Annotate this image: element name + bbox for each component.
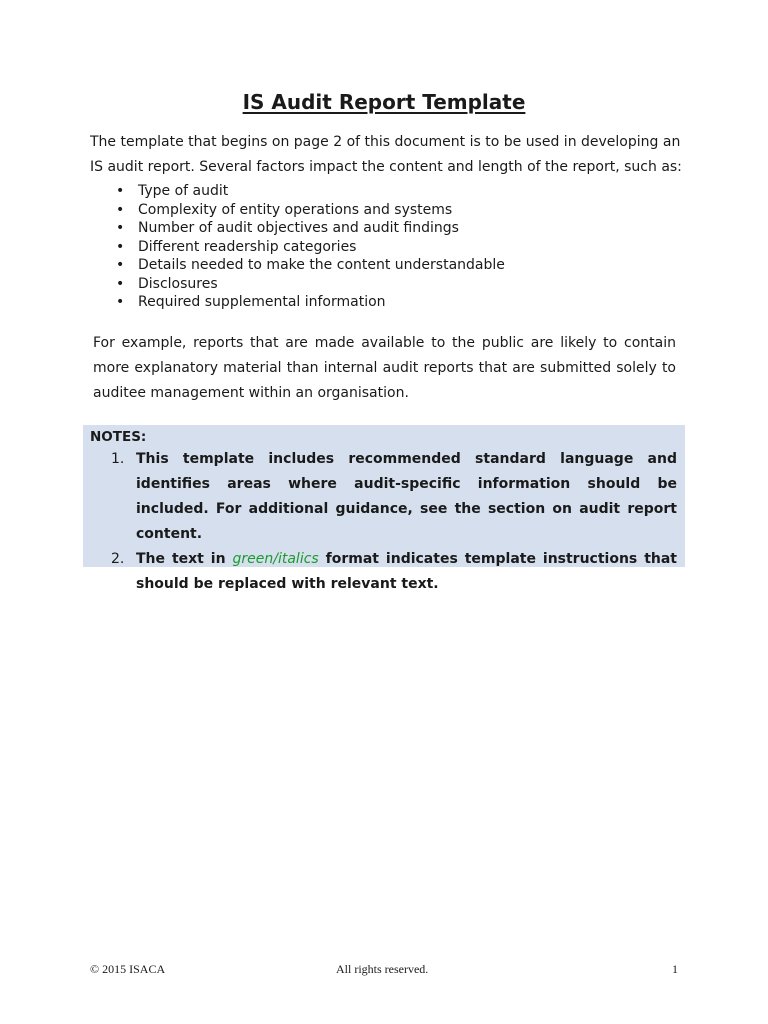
list-item-text: Complexity of entity operations and systems (138, 201, 453, 218)
notes-box (83, 425, 685, 592)
note-item (83, 547, 685, 597)
page-footer (90, 962, 678, 980)
list-item (90, 256, 650, 275)
notes-list (83, 447, 685, 597)
list-item-text: Type of audit (138, 183, 229, 199)
example-paragraph: For example, reports that are made available to the public are likely to contain more explanatory material than internal audit reports that are submitted solely to auditee management within an organisation. (93, 335, 676, 401)
list-item (90, 201, 650, 220)
note-text-before: The text in (136, 551, 233, 567)
list-item-text: Disclosures (138, 275, 218, 292)
note-text: This template includes recommended standard language and identifies areas where audit-specific information should be included. For additional guidance, see the section on audit report content. (136, 451, 677, 542)
list-item-text: Required supplemental information (138, 294, 386, 310)
bullet-marker: • (116, 201, 125, 218)
list-item (90, 219, 650, 238)
list-item (90, 293, 650, 312)
note-text-after: format indicates template instructions that should be replaced with relevant text. (136, 551, 677, 592)
footer-copyright: © 2015 ISACA (90, 962, 166, 976)
list-item (90, 275, 650, 294)
bullet-marker: • (116, 238, 125, 255)
list-item (90, 238, 650, 257)
note-item (83, 447, 685, 547)
note-number: 1. (111, 451, 125, 467)
bullet-marker: • (116, 294, 125, 310)
bullet-marker: • (116, 257, 125, 273)
note-number: 2. (111, 551, 125, 567)
footer-page-number: 1 (672, 962, 678, 976)
factor-list (90, 182, 650, 312)
footer-rights: All rights reserved. (336, 962, 429, 976)
intro-paragraph: The template that begins on page 2 of this document is to be used in developing an IS audit report. Several factors impact the content and length of the report, such as: (90, 134, 682, 175)
bullet-marker: • (116, 220, 125, 236)
list-item-text: Different readership categories (138, 238, 357, 255)
bullet-marker: • (116, 275, 125, 292)
list-item-text: Number of audit objectives and audit findings (138, 220, 459, 236)
notes-heading: NOTES: (90, 429, 147, 445)
note-highlight-text: green/italics (232, 551, 319, 567)
list-item (90, 182, 650, 201)
list-item-text: Details needed to make the content understandable (138, 257, 505, 273)
document-title: IS Audit Report Template (242, 90, 526, 114)
bullet-marker: • (116, 183, 125, 199)
